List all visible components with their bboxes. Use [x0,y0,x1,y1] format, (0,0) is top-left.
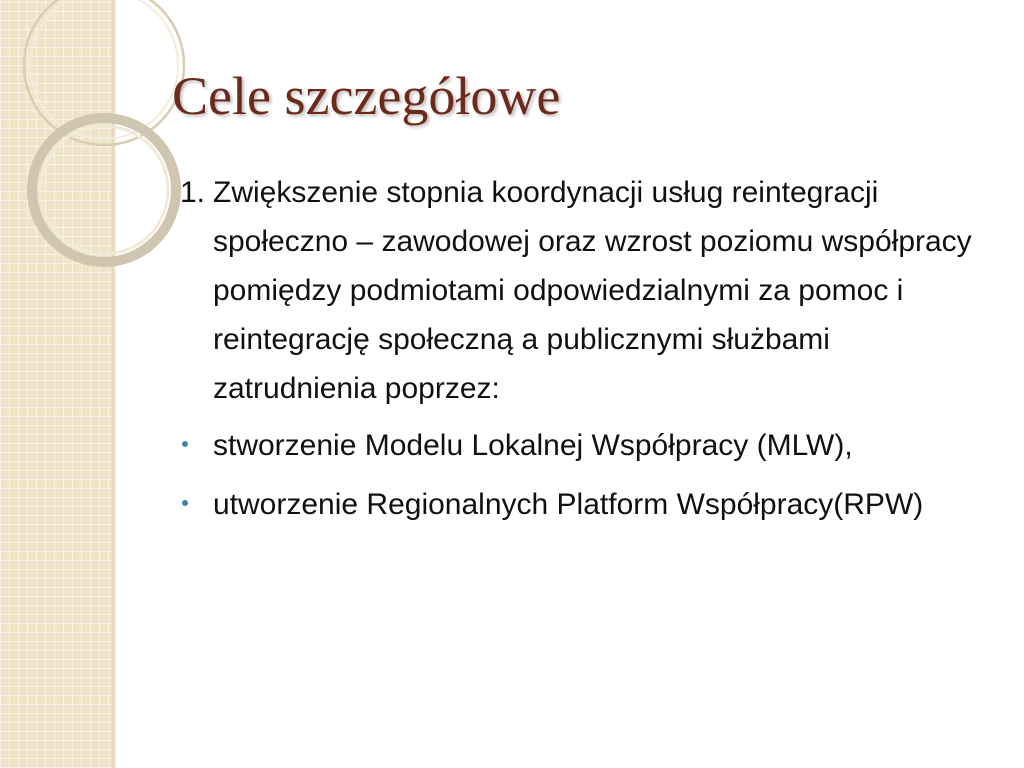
left-decorative-band [0,0,112,768]
band-edge [112,0,116,768]
dot-bullet-icon [182,441,188,447]
slide-body [180,168,1000,539]
slide-title: Cele szczegółowe [172,66,561,126]
item-text: Zwiększenie stopnia koordynacji usług reintegracji społeczno – zawodowej oraz wzrost poziomu współpracy pomiędzy podmiotami odpowiedzialnymi za pomoc i reintegrację społeczną a publicznymi służbami zatrudnienia poprzez: [213,176,972,405]
dot-bullet-icon [182,500,188,506]
bullet-text: stworzenie Modelu Lokalnej Współpracy (MLW), [213,429,853,462]
item-number: 1. [180,176,206,209]
numbered-item [180,168,1000,413]
bullet-text: utworzenie Regionalnych Platform Współpracy(RPW) [213,488,924,521]
bullet-item-rpw [180,480,1000,529]
bullet-item-mlw [180,421,1000,470]
